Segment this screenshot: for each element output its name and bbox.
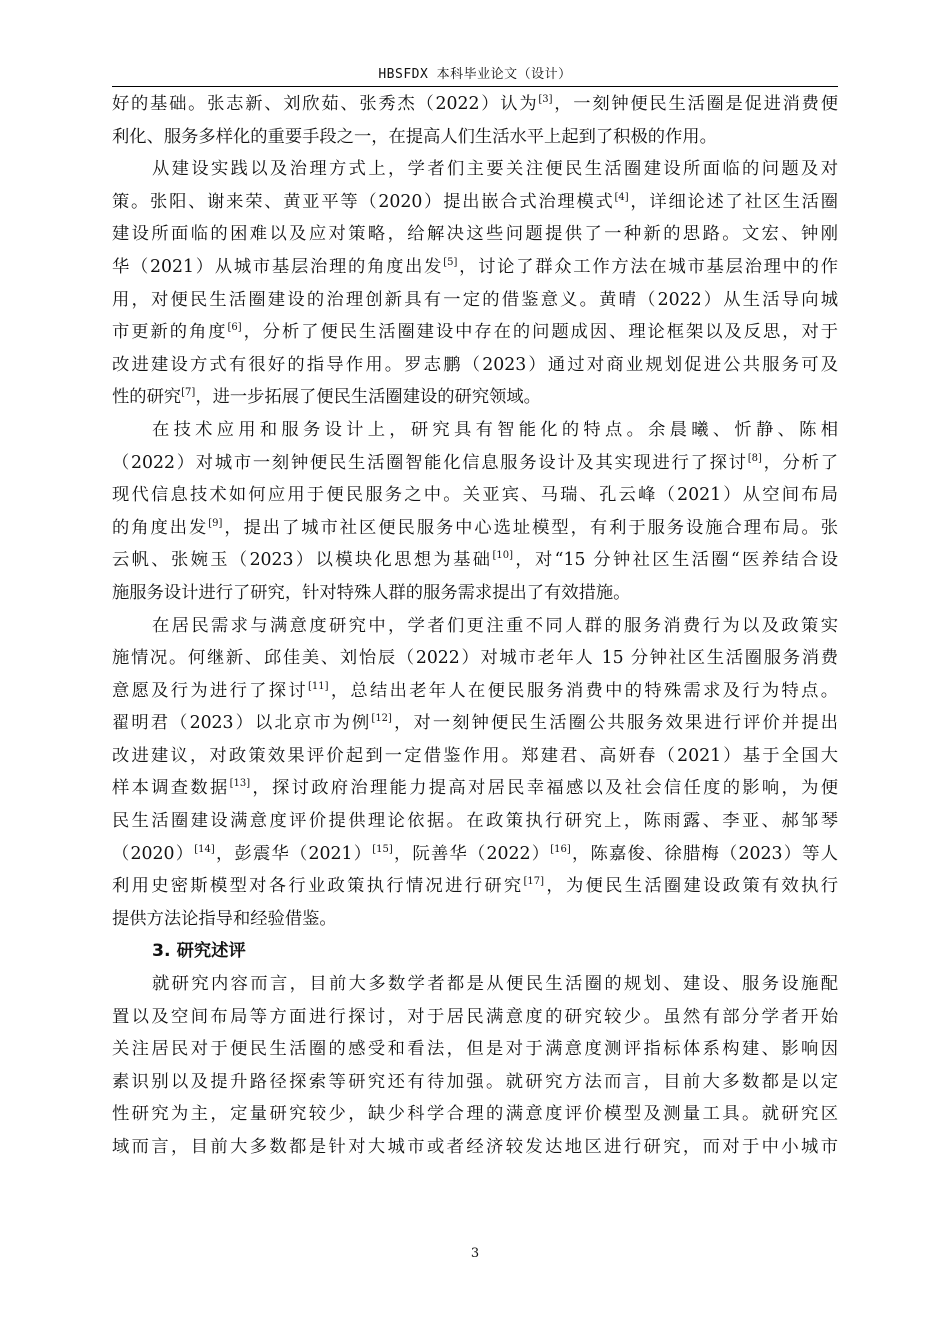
- text-run: 在技术应用和服务设计上，研究具有智能化的特点。余晨曦、忻静、陈相: [152, 419, 838, 440]
- text-run: 市更新的角度: [112, 322, 228, 343]
- text-line: [112, 512, 838, 545]
- text-run: 华（2021）从城市基层治理的角度出发: [112, 256, 444, 277]
- text-run: 施情况。何继新、邱佳美、刘怡辰（2022）对城市老年人 15 分钟社区生活圈服务消费: [112, 648, 838, 669]
- text-run: 云帆、张婉玉（2023）以模块化思想为基础: [112, 550, 493, 571]
- text-line: [112, 186, 838, 219]
- text-run: 策。张阳、谢来荣、黄亚平等（2020）提出嵌合式治理模式: [112, 191, 615, 212]
- text-run: 性研究为主，定量研究较少，缺少科学合理的满意度评价模型及测量工具。就研究区: [112, 1104, 838, 1125]
- text-line: [112, 577, 838, 610]
- text-run: ，讨论了群众工作方法在城市基层治理中的作: [457, 256, 838, 277]
- header-rule: [112, 86, 838, 87]
- citation-ref: [13]: [229, 778, 251, 790]
- text-line: [112, 479, 838, 512]
- text-run: （2020）: [112, 843, 195, 864]
- text-line: [112, 153, 838, 186]
- text-run: 关注居民对于便民生活圈的感受和看法，但是对于满意度测评指标体系构建、影响因: [112, 1039, 838, 1060]
- citation-ref: [3]: [538, 94, 553, 106]
- text-run: ，彭震华（2021）: [214, 843, 373, 864]
- text-line: [112, 740, 838, 773]
- text-line: [112, 88, 838, 121]
- text-run: ，分析了: [761, 452, 838, 473]
- text-line: [112, 544, 838, 577]
- citation-ref: [6]: [227, 322, 242, 334]
- text-line: [112, 838, 838, 871]
- text-run: 民生活圈建设满意度评价提供理论依据。在政策执行研究上，陈雨露、李亚、郝邹琴: [112, 811, 838, 832]
- page-number: 3: [470, 1246, 480, 1261]
- text-line: [112, 284, 838, 317]
- text-run: 提供方法论指导和经验借鉴。: [112, 908, 337, 929]
- text-line: [112, 381, 838, 414]
- text-run: 好的基础。张志新、刘欣茹、张秀杰（2022）认为: [112, 94, 539, 114]
- text-run: 在居民需求与满意度研究中，学者们更注重不同人群的服务消费行为以及政策实: [152, 615, 838, 636]
- citation-ref: [9]: [208, 517, 223, 529]
- text-run: 性的研究: [112, 387, 182, 408]
- text-run: 3. 研究述评: [152, 941, 246, 962]
- text-run: ，探讨政府治理能力提高对居民幸福感以及社会信任度的影响，为便: [250, 778, 838, 799]
- citation-ref: [7]: [181, 387, 196, 399]
- citation-ref: [15]: [372, 843, 393, 855]
- running-header: HBSFDX 本科毕业论文（设计）: [378, 67, 572, 82]
- citation-ref: [12]: [371, 713, 392, 725]
- text-line: [112, 675, 838, 708]
- text-line: [112, 1098, 838, 1131]
- text-run: ，对“15 分钟社区生活圈“医养结合设: [512, 550, 838, 571]
- text-run: ，对一刻钟便民生活圈公共服务效果进行评价并提出: [391, 713, 838, 734]
- text-run: ，阮善华（2022）: [392, 843, 551, 864]
- section-heading: [112, 935, 838, 968]
- text-line: [112, 414, 838, 447]
- text-run: ，为便民生活圈建设政策有效执行: [544, 876, 838, 897]
- text-line: [112, 1066, 838, 1099]
- text-run: 施服务设计进行了研究，针对特殊人群的服务需求提出了有效措施。: [112, 582, 631, 603]
- text-line: [112, 1001, 838, 1034]
- text-line: [112, 772, 838, 805]
- citation-ref: [5]: [443, 257, 458, 269]
- text-run: （2022）对城市一刻钟便民生活圈智能化信息服务设计及其实现进行了探讨: [112, 452, 748, 473]
- citation-ref: [4]: [614, 192, 629, 204]
- text-line: [112, 218, 838, 251]
- text-run: 利用史密斯模型对各行业政策执行情况进行研究: [112, 876, 524, 897]
- text-run: ，陈嘉俊、徐腊梅（2023）等人: [570, 843, 839, 864]
- citation-ref: [17]: [523, 876, 545, 888]
- text-run: 就研究内容而言，目前大多数学者都是从便民生活圈的规划、建设、服务设施配: [152, 974, 838, 995]
- text-line: [112, 121, 838, 154]
- text-run: 用，对便民生活圈建设的治理创新具有一定的借鉴意义。黄晴（2022）从生活导向城: [112, 289, 838, 310]
- text-run: 改进建议，对政策效果评价起到一定借鉴作用。郑建君、高妍春（2021）基于全国大: [112, 745, 838, 766]
- text-run: 样本调查数据: [112, 778, 230, 799]
- text-run: 的角度出发: [112, 517, 209, 538]
- text-line: [112, 870, 838, 903]
- citation-ref: [16]: [550, 843, 571, 855]
- text-line: [112, 968, 838, 1001]
- text-line: [112, 903, 838, 936]
- text-run: ，进一步拓展了便民生活圈建设的研究领域。: [195, 387, 541, 408]
- text-run: 改进建设方式有很好的指导作用。罗志鹏（2023）通过对商业规划促进公共服务可及: [112, 354, 838, 375]
- text-line: [112, 447, 838, 480]
- text-run: 从建设实践以及治理方式上，学者们主要关注便民生活圈建设所面临的问题及对: [152, 159, 838, 180]
- text-run: 意愿及行为进行了探讨: [112, 680, 308, 701]
- text-run: 建设所面临的困难以及应对策略，给解决这些问题提供了一种新的思路。文宏、钟刚: [112, 224, 838, 245]
- text-line: [112, 349, 838, 382]
- text-run: ，提出了城市社区便民服务中心选址模型，有利于服务设施合理布局。张: [222, 517, 838, 538]
- text-line: [112, 1131, 838, 1164]
- body-text: [112, 88, 838, 1164]
- text-run: ，详细论述了社区生活圈: [628, 191, 838, 212]
- citation-ref: [11]: [307, 680, 329, 692]
- text-run: ，分析了便民生活圈建设中存在的问题成因、理论框架以及反思，对于: [241, 322, 838, 343]
- text-line: [112, 610, 838, 643]
- text-run: 利化、服务多样化的重要手段之一，在提高人们生活水平上起到了积极的作用。: [112, 126, 717, 147]
- citation-ref: [10]: [492, 550, 513, 562]
- text-line: [112, 707, 838, 740]
- text-line: [112, 316, 838, 349]
- text-run: 翟明君（2023）以北京市为例: [112, 713, 372, 734]
- text-run: 置以及空间布局等方面进行探讨，对于居民满意度的研究较少。虽然有部分学者开始: [112, 1006, 838, 1027]
- text-run: 现代信息技术如何应用于便民服务之中。关亚宾、马瑞、孔云峰（2021）从空间布局: [112, 485, 838, 506]
- citation-ref: [14]: [194, 843, 215, 855]
- text-run: ，总结出老年人在便民服务消费中的特殊需求及行为特点。: [328, 680, 838, 701]
- text-line: [112, 642, 838, 675]
- citation-ref: [8]: [747, 452, 762, 464]
- text-line: [112, 805, 838, 838]
- text-line: [112, 1033, 838, 1066]
- text-run: 域而言，目前大多数都是针对大城市或者经济较发达地区进行研究，而对于中小城市: [112, 1137, 838, 1157]
- text-run: ，一刻钟便民生活圈是促进消费便: [552, 94, 838, 114]
- text-run: 素识别以及提升路径探索等研究还有待加强。就研究方法而言，目前大多数都是以定: [112, 1071, 838, 1092]
- text-line: [112, 251, 838, 284]
